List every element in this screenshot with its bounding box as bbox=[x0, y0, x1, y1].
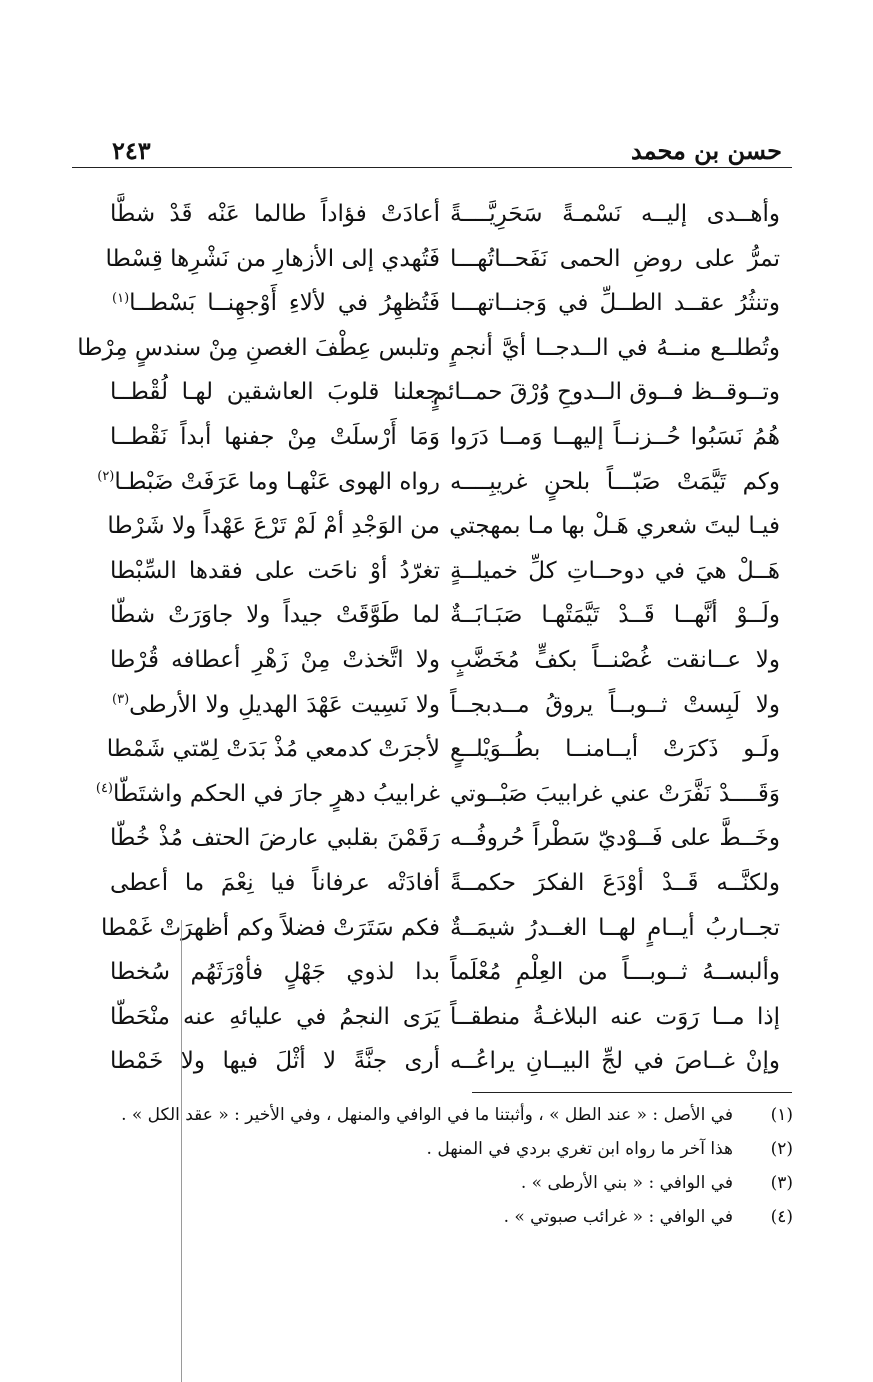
verse-second-hemistich: يَرَى النجمُ في عليائهِ عنه منْحَطّا bbox=[110, 1003, 440, 1030]
page-header bbox=[72, 128, 792, 168]
footnote-text: في الوافي : « بني الأرطى » . bbox=[520, 1173, 733, 1193]
verse-second-hemistich-wrap bbox=[110, 192, 440, 236]
verse-first-hemistich: وَقَــــدْ نَفَّرَتْ عني غرابيبَ صَبْــوتي bbox=[450, 780, 780, 807]
verse-second-hemistich-wrap bbox=[101, 906, 440, 950]
verse-line bbox=[90, 683, 780, 727]
verse-first-hemistich: ولا لَبِستْ ثــوبــاً يروقُ مــدبجــاً bbox=[450, 691, 780, 718]
verse-second-hemistich: فكم سَتَرَتْ فضلاً وكم أظهرَتْ غَمْطا bbox=[101, 914, 440, 941]
verse-second-hemistich: من الوَجْدِ أمْ لَمْ تَرْعَ عَهْداً ولا شَرْطا bbox=[107, 513, 440, 540]
verse-second-hemistich-wrap bbox=[110, 861, 440, 905]
verse-line bbox=[90, 727, 780, 771]
verse-second-hemistich-wrap bbox=[110, 816, 440, 860]
verse-second-hemistich-wrap bbox=[110, 549, 440, 593]
footnote-reference: (٤) bbox=[95, 781, 113, 797]
verse-second-hemistich: لأجرَتْ كدمعي مُذْ بَدَتْ لِمّتي شَمْطا bbox=[106, 736, 440, 763]
verse-second-hemistich-wrap bbox=[77, 326, 440, 370]
verse-second-hemistich-wrap bbox=[110, 281, 440, 325]
footnote-number: (٤) bbox=[770, 1207, 793, 1227]
verse-first-hemistich: هُمُ نَسَبُوا حُــزنــاً إليهــا وَمــا دَرَوا bbox=[450, 424, 780, 450]
footnote bbox=[93, 1134, 793, 1168]
verse-first-hemistich: وتنثُرُ عقــد الطــلِّ في وَجنــاتهـــا bbox=[450, 290, 780, 317]
verse-first-hemistich: ولَـو ذَكرَتْ أيــامنــا بطُــوَيْلــعٍ bbox=[450, 736, 780, 763]
verse-second-hemistich: فَتُظهِرُ في لألاءِ أَوْجهِنــا بَسْطــا bbox=[129, 290, 440, 317]
verse-line bbox=[90, 549, 780, 593]
verse-second-hemistich-wrap bbox=[110, 638, 440, 682]
footnote-reference: (٢) bbox=[97, 468, 115, 484]
verse-second-hemistich-wrap bbox=[110, 415, 440, 459]
verse-second-hemistich-wrap bbox=[110, 995, 440, 1039]
verse-first-hemistich: وخَــطَّ على فَــوْديّ سَطْراً حُروفُــه bbox=[450, 825, 780, 852]
footnote-reference: (٣) bbox=[112, 691, 130, 707]
verse-second-hemistich-wrap bbox=[110, 593, 440, 637]
verse-first-hemistich: ولا عــانقت غُصْنــاً بكفٍّ مُخَضَّبٍ bbox=[450, 647, 780, 673]
verse-second-hemistich: رواه الهوى عَنْهـا وما عَرَفَتْ ضَبْطـا bbox=[114, 468, 440, 495]
verse-second-hemistich: بدا لذوي جَهْلٍ فأوْرَثَهُم سُخطا bbox=[110, 959, 440, 986]
verse-line bbox=[90, 192, 780, 236]
verse-second-hemistich: فَتُهدي إلى الأزهارِ من نَشْرِها قِسْطا bbox=[105, 245, 440, 272]
footnote-reference: (١) bbox=[112, 290, 130, 306]
verse-first-hemistich: وألبســهُ ثــوبـــاً من العِلْمِ مُعْلَماً bbox=[450, 959, 780, 986]
verse-second-hemistich: وتلبس عِطْفَ الغصنِ مِنْ سندسٍ مِرْطا bbox=[77, 334, 440, 361]
verse-second-hemistich: جعلنا قلوبَ العاشقين لهـا لُقْطــا bbox=[110, 379, 440, 406]
verse-line bbox=[90, 950, 780, 994]
verse-first-hemistich: تجــاربُ أيــامٍ لهــا الغــدرُ شيمَــةٌ bbox=[450, 914, 780, 941]
verse-second-hemistich: ولا نَسِيت عَهْدَ الهديلِ ولا الأرطى bbox=[129, 691, 440, 718]
verse-second-hemistich: أعادَتْ فؤاداً طالما عَنْه قَدْ شطَّا bbox=[110, 201, 440, 227]
footnote-number: (٣) bbox=[770, 1173, 793, 1193]
verse-line bbox=[90, 460, 780, 504]
verse-line bbox=[90, 415, 780, 459]
scan-artifact-line bbox=[181, 920, 182, 1382]
verse-second-hemistich: تغرّدُ أوْ ناحَت على فقدها السِّبْطا bbox=[110, 557, 440, 584]
verse-second-hemistich-wrap bbox=[105, 237, 440, 281]
verse-second-hemistich: وَمَا أَرْسلَتْ مِنْ جفنها أبداً نَقْطــا bbox=[110, 424, 440, 450]
verse-first-hemistich: وأهــدى إليــه نَسْمـةً سَحَرِيَّــــةً bbox=[450, 201, 780, 227]
footnote-text: في الوافي : « غرائب صبوتي » . bbox=[503, 1207, 733, 1227]
verse-first-hemistich: ولَــوْ أنَّهــا قَــدْ تَيَّمَتْهـا صَبَـابَــةٌ bbox=[450, 602, 780, 629]
verse-second-hemistich-wrap bbox=[95, 772, 440, 816]
verse-second-hemistich-wrap bbox=[107, 504, 440, 548]
verse-second-hemistich-wrap bbox=[110, 1039, 440, 1083]
verse-line bbox=[90, 504, 780, 548]
footnote-number: (١) bbox=[770, 1105, 793, 1125]
footnote-number: (٢) bbox=[770, 1139, 793, 1159]
verse-second-hemistich-wrap bbox=[110, 370, 440, 414]
footnote-text: هذا آخر ما رواه ابن تغري بردي في المنهل . bbox=[426, 1139, 733, 1159]
verse-line bbox=[90, 861, 780, 905]
verse-second-hemistich-wrap bbox=[106, 727, 440, 771]
verse-second-hemistich: رَقَمْنَ بقلبي عارضَ الحتف مُذْ خُطّا bbox=[110, 825, 440, 852]
verse-first-hemistich: ولكنَّــه قَــدْ أوْدَعَ الفكرَ حكمــةً bbox=[450, 870, 780, 896]
verse-second-hemistich: أفادَتْه عرفاناً فيا نِعْمَ ما أعطى bbox=[110, 870, 440, 896]
verse-first-hemistich: وكم تَيَّمَتْ صَبّـــاً بلحنٍ غريبِــــه bbox=[450, 468, 780, 495]
poem-body bbox=[77, 192, 780, 1092]
verse-line bbox=[90, 237, 780, 281]
verse-first-hemistich: وتــوقــظ فــوق الــدوحِ وُرْقَ حمــائمٍ bbox=[432, 379, 780, 406]
footnote bbox=[93, 1100, 793, 1134]
verse-first-hemistich: وإنْ غــاصَ في لجِّ البيــانِ يراعُــه bbox=[450, 1048, 780, 1075]
verse-first-hemistich: فيـا ليتَ شعري هَـلْ بها مـا بمهجتي bbox=[449, 513, 780, 540]
verse-line bbox=[90, 816, 780, 860]
verse-second-hemistich-wrap bbox=[110, 950, 440, 994]
verse-line bbox=[90, 772, 780, 816]
page-number: ٢٤٣ bbox=[112, 136, 151, 165]
footnote bbox=[93, 1202, 793, 1236]
verse-line bbox=[90, 638, 780, 682]
verse-line bbox=[77, 326, 780, 370]
header-rule bbox=[72, 167, 792, 168]
verse-line bbox=[90, 995, 780, 1039]
verse-line bbox=[90, 1039, 780, 1083]
verse-second-hemistich-wrap bbox=[110, 683, 440, 727]
verse-first-hemistich: وتُطلــع منــهُ في الــدجــا أيَّ أنجمٍ bbox=[450, 334, 780, 361]
verse-second-hemistich: لما طَوَّقَتْ جيداً ولا جاوَرَتْ شطّا bbox=[110, 602, 440, 629]
footnote-rule bbox=[472, 1092, 792, 1093]
footnote-text: في الأصل : « عند الطل » ، وأثبتنا ما في الوافي والمنهل ، وفي الأخير : « عقد الكل » . bbox=[121, 1105, 733, 1125]
verse-first-hemistich: تمرُّ على روضِ الحمى نَفَحــاتُهـــا bbox=[450, 245, 780, 272]
verse-line bbox=[90, 281, 780, 325]
footnotes bbox=[93, 1100, 793, 1236]
verse-line bbox=[90, 593, 780, 637]
verse-first-hemistich: إذا مــا رَوَت عنه البلاغـةُ منطقــاً bbox=[450, 1003, 780, 1030]
verse-second-hemistich: أرى جنَّةً لا أثْلَ فيها ولا خَمْطا bbox=[110, 1048, 440, 1075]
footnote bbox=[93, 1168, 793, 1202]
verse-first-hemistich: هَــلْ هيَ في دوحــاتِ كلِّ خميلــةٍ bbox=[450, 557, 780, 584]
verse-line bbox=[90, 906, 780, 950]
verse-second-hemistich: ولا اتَّخذتْ مِنْ زَهْرِ أعطافه قُرْطا bbox=[110, 647, 440, 673]
verse-second-hemistich: غرابيبُ دهرٍ جارَ في الحكم واشتَطّا bbox=[113, 780, 440, 807]
running-title: حسن بن محمد bbox=[631, 136, 782, 165]
verse-line bbox=[90, 370, 780, 414]
verse-second-hemistich-wrap bbox=[97, 460, 440, 504]
